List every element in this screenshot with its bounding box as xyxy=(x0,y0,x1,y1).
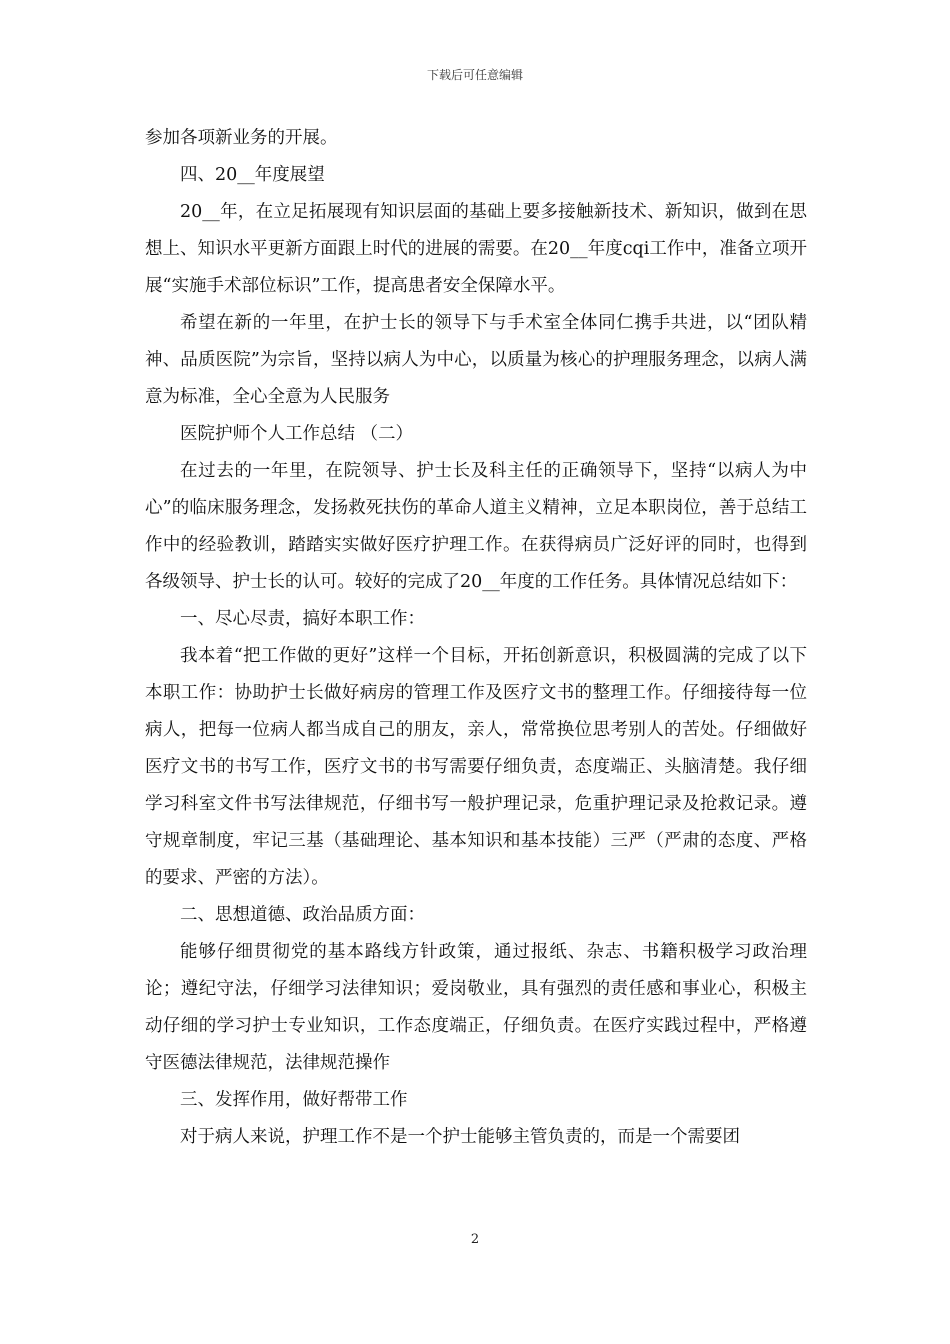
section-heading: 一、尽心尽责，搞好本职工作： xyxy=(180,609,425,629)
page-number: 2 xyxy=(470,1232,480,1247)
paragraph: 希望在新的一年里，在护士长的领导下与手术室全体同仁携手共进，以“团队精神、品质医院”为宗旨，坚持以病人为中心，以质量为核心的护理服务理念，以病人满意为标准，全心全意为人民服务 xyxy=(145,313,807,407)
section-heading: 二、思想道德、政治品质方面： xyxy=(180,905,425,925)
paragraph: 20__年，在立足拓展现有知识层面的基础上要多接触新技术、新知识，做到在思想上、知识水平更新方面跟上时代的进展的需要。在20__年度cqi工作中，准备立项开展“实施手术部位标识”工作，提高患者安全保障水平。 xyxy=(145,202,807,296)
document-subtitle: 医院护师个人工作总结 （二） xyxy=(180,424,414,444)
paragraph: 对于病人来说，护理工作不是一个护士能够主管负责的，而是一个需要团 xyxy=(180,1127,740,1147)
paragraph: 在过去的一年里，在院领导、护士长及科主任的正确领导下，坚持“以病人为中心”的临床服务理念，发扬救死扶伤的革命人道主义精神，立足本职岗位，善于总结工作中的经验教训，踏踏实实做好医疗护理工作。在获得病员广泛好评的同时，也得到各级领导、护士长的认可。较好的完成了20__年度的工作任务。具体情况总结如下： xyxy=(145,461,807,592)
page-header: 下载后可任意编辑 xyxy=(426,68,523,82)
paragraph: 参加各项新业务的开展。 xyxy=(145,128,338,148)
document-body xyxy=(145,120,807,1156)
paragraph: 我本着“把工作做的更好”这样一个目标，开拓创新意识，积极圆满的完成了以下本职工作：协助护士长做好病房的管理工作及医疗文书的整理工作。仔细接待每一位病人，把每一位病人都当成自己的朋友，亲人，常常换位思考别人的苦处。仔细做好医疗文书的书写工作，医疗文书的书写需要仔细负责，态度端正、头脑清楚。我仔细学习科室文件书写法律规范，仔细书写一般护理记录，危重护理记录及抢救记录。遵守规章制度，牢记三基（基础理论、基本知识和基本技能）三严（严肃的态度、严格的要求、严密的方法）。 xyxy=(145,646,807,888)
section-heading: 四、20__年度展望 xyxy=(180,165,325,185)
paragraph: 能够仔细贯彻党的基本路线方针政策，通过报纸、杂志、书籍积极学习政治理论；遵纪守法，仔细学习法律知识；爱岗敬业，具有强烈的责任感和事业心，积极主动仔细的学习护士专业知识，工作态度端正，仔细负责。在医疗实践过程中，严格遵守医德法律规范，法律规范操作 xyxy=(145,942,807,1073)
section-heading: 三、发挥作用，做好帮带工作 xyxy=(180,1090,408,1110)
